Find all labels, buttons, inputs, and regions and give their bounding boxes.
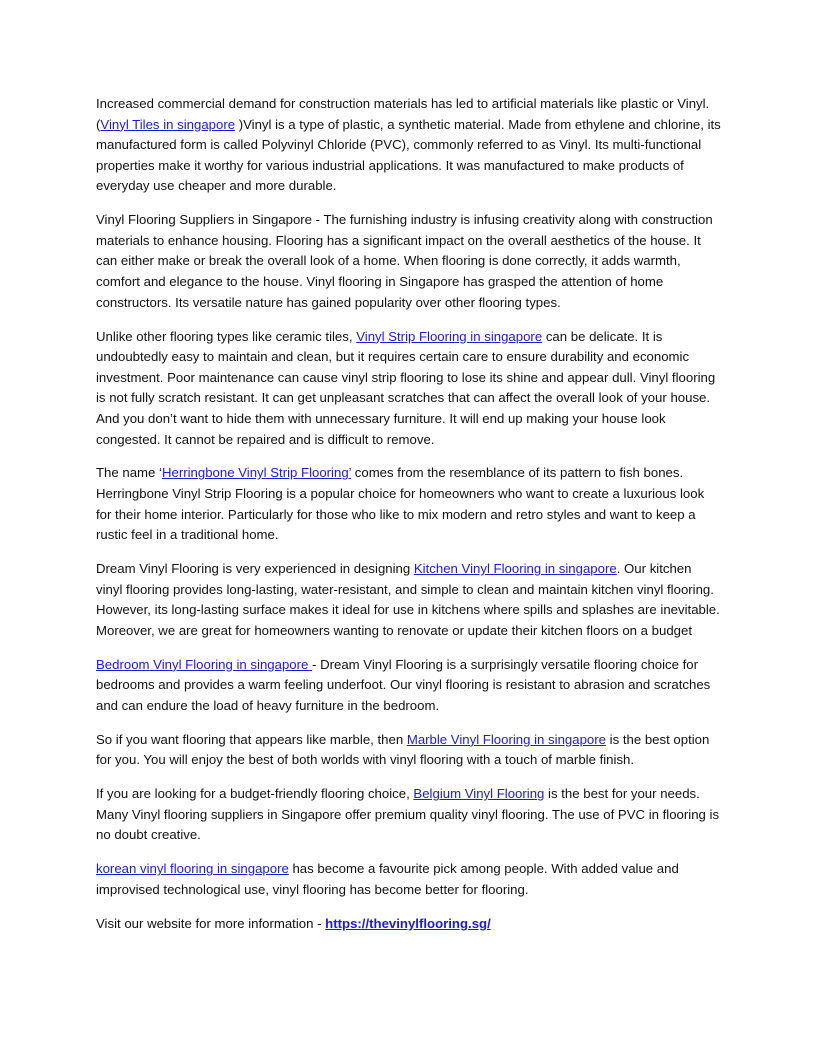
vinyl-tiles-link[interactable]: Vinyl Tiles in singapore — [100, 116, 236, 132]
website-text-before: Visit our website for more information - — [96, 915, 326, 931]
strip-text-after: can be delicate. It is undoubtedly easy to maintain and clean, but it requires certain care to ensure durability and economic investment. Poor maintenance can cause vinyl strip flooring to lose its shine and appear dull. Vinyl flooring is not fully scratch resistant. It can get unpleasant scratches that can affect the overall look of your house. And you don’t want to hide them with unnecessary furniture. It will end up making your house look congested. It cannot be repaired and is difficult to remove. — [96, 328, 716, 447]
paragraph-website — [96, 914, 721, 935]
korean-text-after: has become a favourite pick among people. With added value and improvised technological use, vinyl flooring has become better for flooring. — [96, 861, 679, 897]
herringbone-text-after: comes from the resemblance of its pattern to fish bones. Herringbone Vinyl Strip Flooring is a popular choice for homeowners who want to create a luxurious look for their home interior. Particularly for those who like to mix modern and retro styles and want to keep a rustic feel in a traditional home. — [96, 465, 705, 543]
vinyl-strip-flooring-link[interactable]: Vinyl Strip Flooring in singapore — [356, 328, 543, 344]
intro-text-after: )Vinyl is a type of plastic, a synthetic material. Made from ethylene and chlorine, its manufactured form is called Polyvinyl Chloride (PVC), commonly referred to as Vinyl. Its multi-functional properties make it worthy for various industrial applications. It was manufactured to make products of everyday use cheaper and more durable. — [96, 116, 721, 194]
marble-text-after: is the best option for you. You will enjoy the best of both worlds with vinyl flooring with a touch of marble finish. — [96, 731, 710, 768]
kitchen-text-before: Dream Vinyl Flooring is very experienced in designing — [96, 561, 414, 577]
marble-text-before: So if you want flooring that appears like marble, then — [96, 731, 407, 747]
bedroom-text-after: - Dream Vinyl Flooring is a surprisingly versatile flooring choice for bedrooms and provides a warm feeling underfoot. Our vinyl flooring is resistant to abrasion and scratches and can endure the load of heavy furniture in the bedroom. — [96, 656, 711, 713]
paragraph-bedroom — [96, 655, 721, 717]
paragraph-belgium — [96, 784, 721, 846]
kitchen-vinyl-flooring-link[interactable]: Kitchen Vinyl Flooring in singapore — [413, 561, 617, 577]
document-body — [96, 94, 721, 948]
paragraph-intro — [96, 94, 721, 197]
korean-vinyl-flooring-link[interactable]: korean vinyl flooring in singapore — [96, 861, 289, 877]
paragraph-strip — [96, 327, 721, 451]
marble-vinyl-flooring-link[interactable]: Marble Vinyl Flooring in singapore — [406, 731, 606, 747]
intro-text-before: Increased commercial demand for construction materials has led to artificial materials like plastic or Vinyl. ( — [96, 96, 710, 132]
bedroom-vinyl-flooring-link[interactable]: Bedroom Vinyl Flooring in singapore — [96, 656, 313, 672]
paragraph-suppliers — [96, 210, 721, 313]
herringbone-text-before: The name ‘ — [96, 465, 162, 481]
paragraph-marble — [96, 730, 721, 771]
belgium-text-after: is the best for your needs. Many Vinyl flooring suppliers in Singapore offer premium quality vinyl flooring. The use of PVC in flooring is no doubt creative. — [96, 786, 720, 843]
paragraph-korean — [96, 859, 721, 900]
belgium-text-before: If you are looking for a budget-friendly flooring choice, — [96, 786, 414, 802]
suppliers-text: Vinyl Flooring Suppliers in Singapore - The furnishing industry is infusing creativity along with construction materials to enhance housing. Flooring has a significant impact on the overall aesthetics of the house. It can either make or break the overall look of a home. When flooring is done correctly, it adds warmth, comfort and elegance to the house. Vinyl flooring in Singapore has grasped the attention of home constructors. Its versatile nature has gained popularity over other flooring types. — [96, 212, 713, 310]
paragraph-herringbone — [96, 463, 721, 545]
belgium-vinyl-flooring-link[interactable]: Belgium Vinyl Flooring — [413, 786, 545, 802]
strip-text-before: Unlike other flooring types like ceramic tiles, — [96, 328, 357, 344]
website-link[interactable]: https://thevinylflooring.sg/ — [325, 915, 491, 931]
herringbone-link[interactable]: Herringbone Vinyl Strip Flooring’ — [161, 465, 352, 481]
paragraph-kitchen — [96, 559, 721, 641]
kitchen-text-after: . Our kitchen vinyl flooring provides long-lasting, water-resistant, and simple to clean and maintain kitchen vinyl flooring. However, its long-lasting surface makes it ideal for use in kitchens where spills and splashes are inevitable. Moreover, we are great for homeowners wanting to renovate or update their kitchen floors on a budget — [96, 561, 720, 638]
